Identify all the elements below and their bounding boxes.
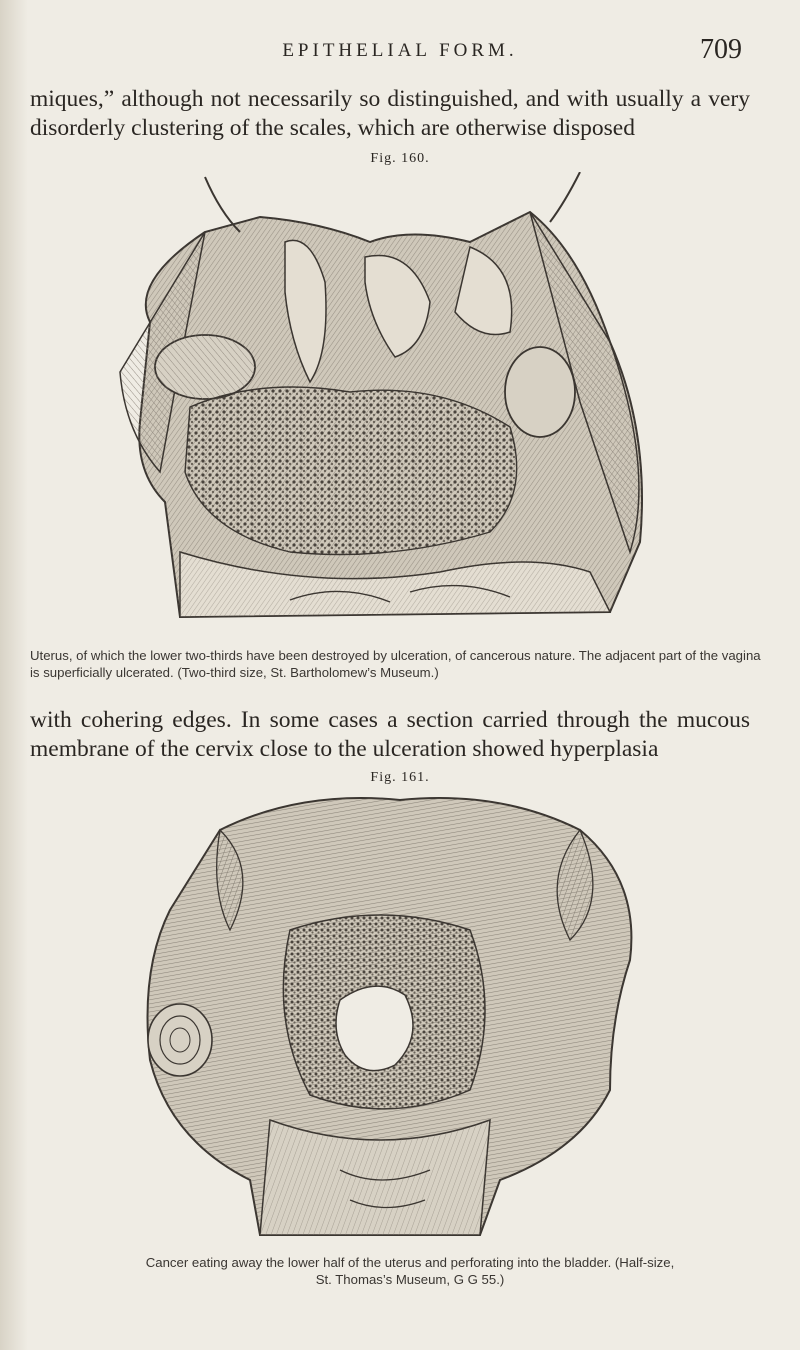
figure-161-caption-line-2: St. Thomas’s Museum, G G 55.)	[315, 1272, 505, 1287]
figure-160-illustration	[110, 172, 660, 627]
page-header	[0, 34, 800, 68]
running-head: EPITHELIAL FORM.	[282, 40, 518, 61]
figure-161-label: Fig. 161.	[370, 770, 430, 785]
figure-161-caption	[30, 1254, 790, 1288]
figure-161-illustration	[140, 790, 650, 1240]
page-gutter-shadow	[0, 0, 28, 1350]
figure-160-caption: Uterus, of which the lower two-thirds have been destroyed by ulceration, of cancerous nature. The adjacent part of the vagina is superficially ulcerated. (Two-third size, St. Bartholomew’s Museum.)	[30, 648, 761, 680]
page-number: 709	[700, 34, 742, 65]
body-paragraph-middle: with cohering edges. In some cases a section carried through the mucous membrane of the cervix close to the ulceration showed hyperplasia	[30, 707, 750, 762]
figure-160-label: Fig. 160.	[370, 151, 430, 166]
body-paragraph-top: miques,” although not necessarily so distinguished, and with usually a very disorderly clustering of the scales, which are otherwise disposed	[30, 86, 750, 141]
figure-161-caption-line-1: Cancer eating away the lower half of the uterus and perforating into the bladder. (Half-size,	[145, 1255, 675, 1270]
